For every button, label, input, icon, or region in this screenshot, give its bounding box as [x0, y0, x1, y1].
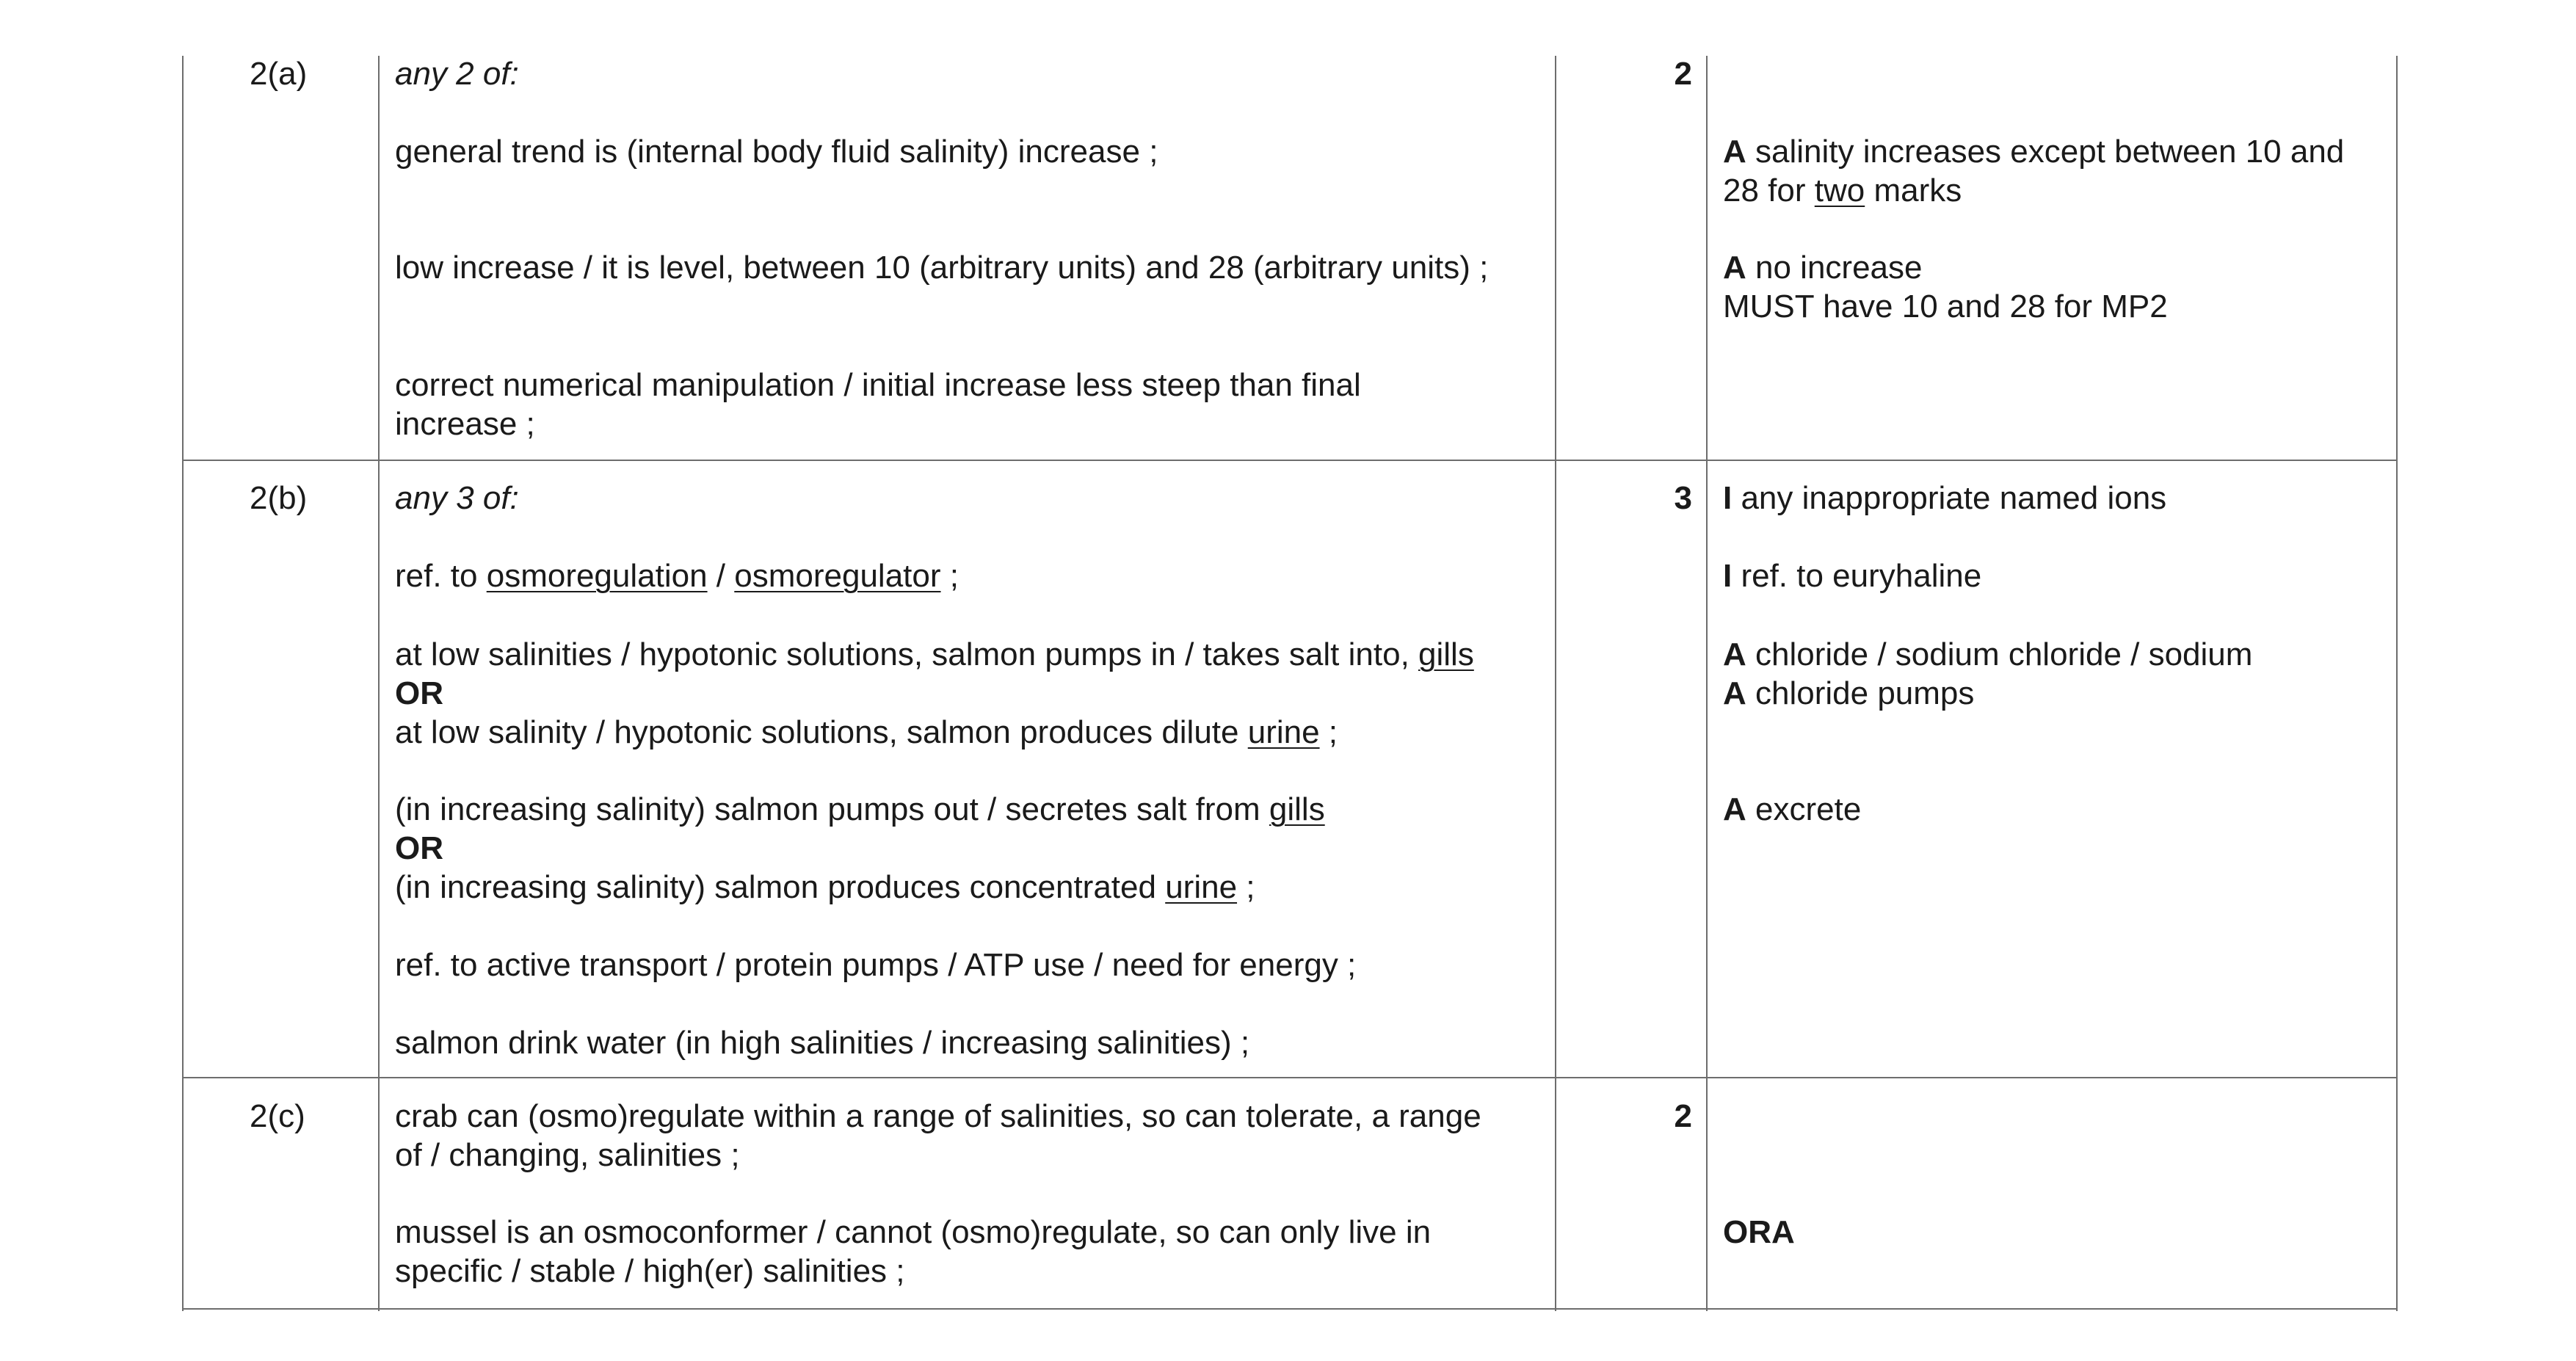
guidance-2b-line-2: I ref. to euryhaline: [1723, 558, 1982, 594]
table-border-right: [2396, 56, 2398, 1311]
answer-2b-point-2-line-3: at low salinity / hypotonic solutions, salmon produces dilute urine ;: [395, 714, 1338, 750]
answer-2a-point-3-line-1: correct numerical manipulation / initial increase less steep than final: [395, 367, 1361, 403]
marks-2c: 2: [1674, 1098, 1692, 1134]
accept-marker: A: [1723, 250, 1746, 286]
table-divider-marks: [1706, 56, 1708, 1311]
table-border-bottom: [182, 1308, 2398, 1310]
accept-marker: A: [1723, 675, 1746, 711]
guidance-2a-line-4: MUST have 10 and 28 for MP2: [1723, 288, 2168, 324]
guidance-2a-line-1: A salinity increases except between 10 and: [1723, 134, 2345, 170]
ignore-marker: I: [1723, 480, 1733, 516]
answer-2c-point-2-line-2: specific / stable / high(er) salinities ;: [395, 1253, 905, 1289]
accept-marker: A: [1723, 791, 1746, 827]
answer-2a-header: any 2 of:: [395, 56, 519, 92]
accept-marker: A: [1723, 636, 1746, 672]
row-divider-a-b: [182, 460, 2398, 461]
question-number-2c: 2(c): [250, 1098, 305, 1134]
table-divider-question: [378, 56, 380, 1311]
guidance-2a-line-2: 28 for two marks: [1723, 173, 1962, 208]
answer-2a-point-3-line-2: increase ;: [395, 406, 535, 442]
ignore-marker: I: [1723, 558, 1733, 594]
accept-marker: A: [1723, 134, 1746, 170]
answer-2b-point-1: ref. to osmoregulation / osmoregulator ;: [395, 558, 959, 594]
answer-2c-point-1-line-2: of / changing, salinities ;: [395, 1137, 740, 1173]
answer-2b-or-1: OR: [395, 675, 443, 711]
answer-2b-point-4: ref. to active transport / protein pumps / ATP use / need for energy ;: [395, 947, 1357, 983]
guidance-2a-line-3: A no increase: [1723, 250, 1923, 286]
guidance-2c-ora: ORA: [1723, 1214, 1795, 1250]
guidance-2b-line-1: I any inappropriate named ions: [1723, 480, 2167, 516]
answer-2a-point-2: low increase / it is level, between 10 (arbitrary units) and 28 (arbitrary units) ;: [395, 250, 1489, 286]
guidance-2b-line-5: A excrete: [1723, 791, 1862, 827]
answer-2a-point-1: general trend is (internal body fluid salinity) increase ;: [395, 134, 1158, 170]
table-border-left: [182, 56, 184, 1311]
answer-2c-point-1-line-1: crab can (osmo)regulate within a range of salinities, so can tolerate, a range: [395, 1098, 1481, 1134]
guidance-2b-line-3: A chloride / sodium chloride / sodium: [1723, 636, 2253, 672]
marks-2b: 3: [1674, 480, 1692, 516]
marks-2a: 2: [1674, 56, 1692, 92]
row-divider-b-c: [182, 1077, 2398, 1078]
table-divider-answer: [1555, 56, 1556, 1311]
answer-2b-point-3-line-1: (in increasing salinity) salmon pumps out / secretes salt from gills: [395, 791, 1325, 827]
question-number-2b: 2(b): [250, 480, 308, 516]
answer-2b-point-5: salmon drink water (in high salinities / increasing salinities) ;: [395, 1025, 1250, 1061]
question-number-2a: 2(a): [250, 56, 308, 92]
answer-2b-or-2: OR: [395, 830, 443, 866]
guidance-2b-line-4: A chloride pumps: [1723, 675, 1975, 711]
answer-2b-point-3-line-3: (in increasing salinity) salmon produces concentrated urine ;: [395, 869, 1255, 905]
answer-2c-point-2-line-1: mussel is an osmoconformer / cannot (osmo)regulate, so can only live in: [395, 1214, 1432, 1250]
answer-2b-point-2-line-1: at low salinities / hypotonic solutions, salmon pumps in / takes salt into, gills: [395, 636, 1474, 672]
answer-2b-header: any 3 of:: [395, 480, 519, 516]
